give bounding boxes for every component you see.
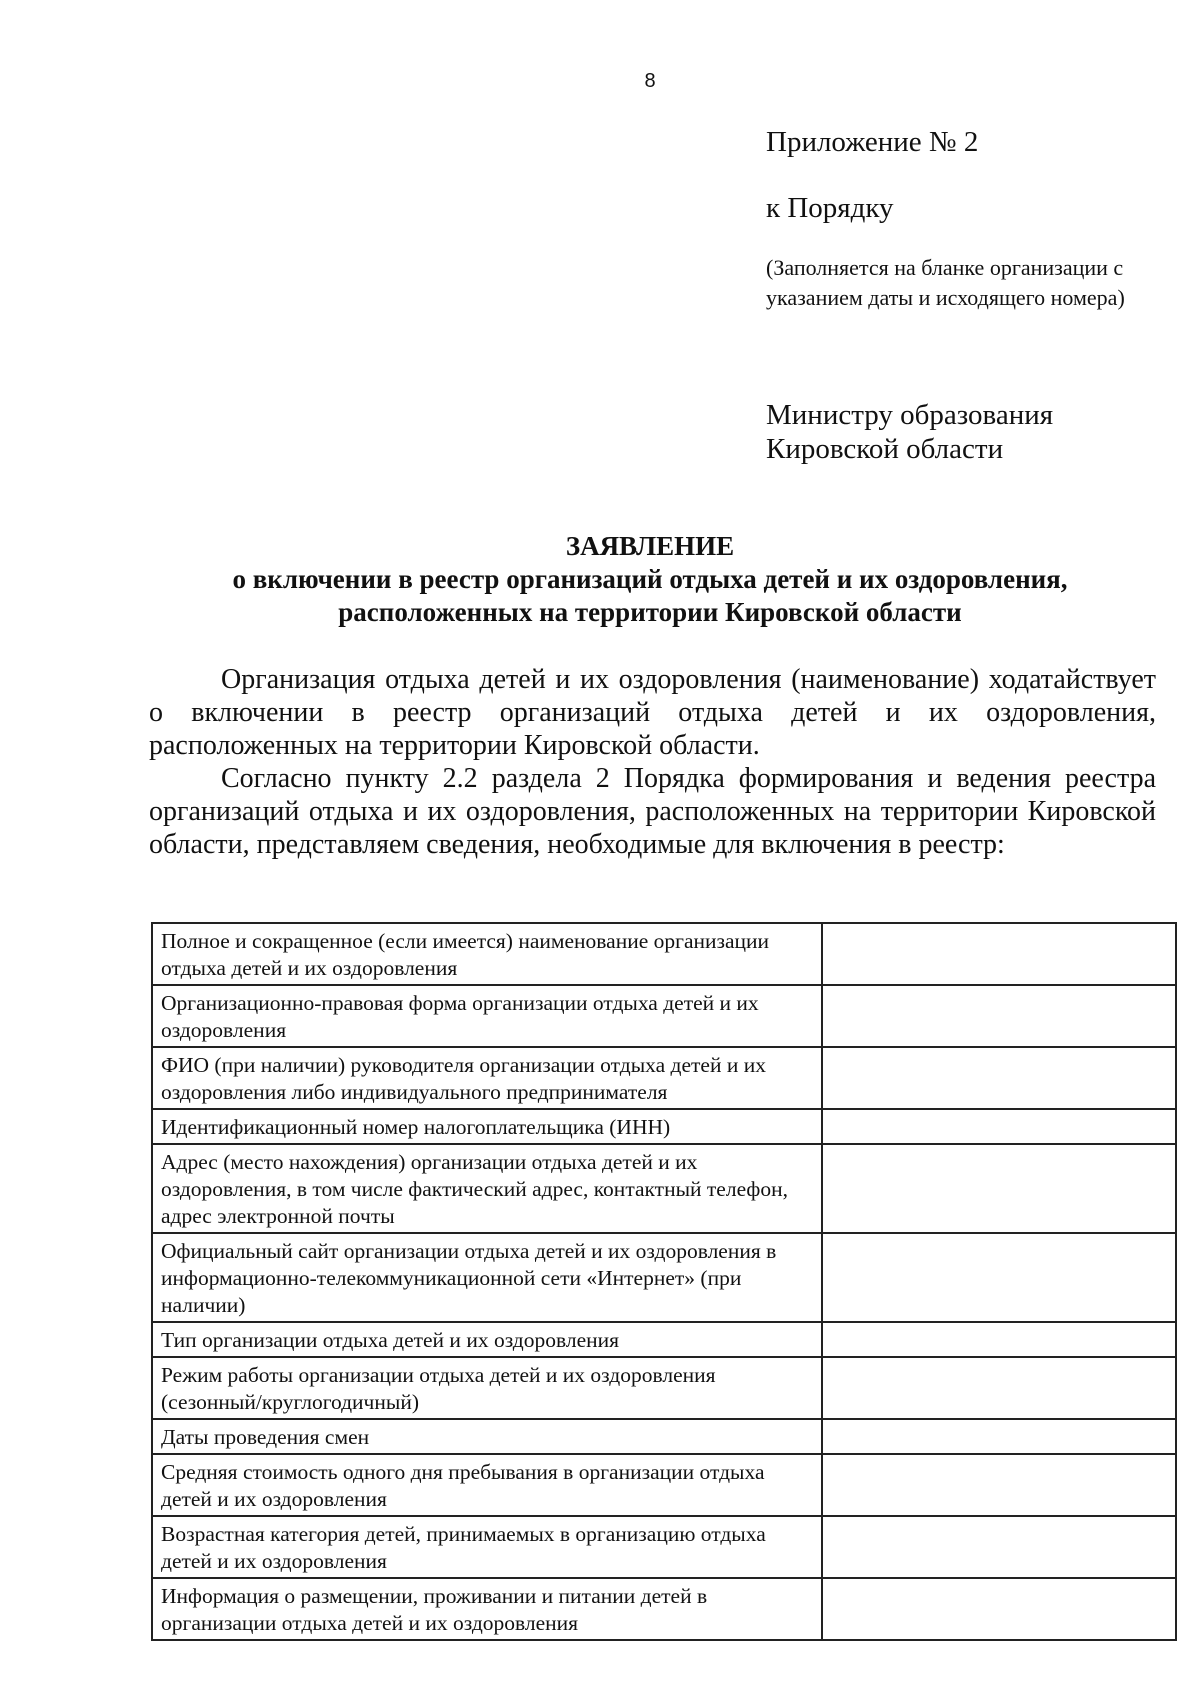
row-value-day-cost — [822, 1454, 1176, 1516]
row-label-full-name: Полное и сокращенное (если имеется) наименование организации отдыха детей и их оздоровления — [152, 923, 822, 985]
row-value-website — [822, 1233, 1176, 1322]
row-value-legal-form — [822, 985, 1176, 1047]
table-row — [152, 1578, 1176, 1640]
row-label-work-mode: Режим работы организации отдыха детей и их оздоровления (сезонный/круглогодичный) — [152, 1357, 822, 1419]
row-label-type: Тип организации отдыха детей и их оздоровления — [152, 1322, 822, 1357]
information-table — [151, 922, 1177, 1641]
row-value-director — [822, 1047, 1176, 1109]
row-label-legal-form: Организационно-правовая форма организации отдыха детей и их оздоровления — [152, 985, 822, 1047]
row-label-shift-dates: Даты проведения смен — [152, 1419, 822, 1454]
document-title: ЗАЯВЛЕНИЕ — [565, 531, 735, 561]
table-row — [152, 1144, 1176, 1233]
row-label-accommodation: Информация о размещении, проживании и питании детей в организации отдыха детей и их оздоровления — [152, 1578, 822, 1640]
appendix-title: Приложение № 2 — [766, 126, 979, 158]
table-row — [152, 923, 1176, 985]
row-value-age-category — [822, 1516, 1176, 1578]
row-value-address — [822, 1144, 1176, 1233]
row-value-type — [822, 1322, 1176, 1357]
row-value-work-mode — [822, 1357, 1176, 1419]
paragraph-basis: Согласно пункту 2.2 раздела 2 Порядка формирования и ведения реестра организаций отдыха и их оздоровления, расположенных на территории Кировской области, представляем сведения, необходимые для включения в реестр: — [149, 763, 1156, 860]
body-text — [149, 663, 1156, 861]
table-row — [152, 1322, 1176, 1357]
table-row — [152, 1419, 1176, 1454]
table-row — [152, 1109, 1176, 1144]
row-label-age-category: Возрастная категория детей, принимаемых в организацию отдыха детей и их оздоровления — [152, 1516, 822, 1578]
row-value-full-name — [822, 923, 1176, 985]
appendix-subtitle: к Порядку — [766, 192, 894, 224]
row-label-website: Официальный сайт организации отдыха детей и их оздоровления в информационно-телекоммуникационной сети «Интернет» (при наличии) — [152, 1233, 822, 1322]
paragraph-request: Организация отдыха детей и их оздоровления (наименование) ходатайствует о включении в реестр организаций отдыха детей и их оздоровления, расположенных на территории Кировской области. — [149, 664, 1156, 761]
addressee: Министру образования Кировской области — [766, 399, 1054, 465]
table-row — [152, 1047, 1176, 1109]
document-subtitle: о включении в реестр организаций отдыха детей и их оздоровления, расположенных на территории Кировской области — [232, 564, 1068, 627]
row-label-inn: Идентификационный номер налогоплательщика (ИНН) — [152, 1109, 822, 1144]
table-row — [152, 1233, 1176, 1322]
row-label-director: ФИО (при наличии) руководителя организации отдыха детей и их оздоровления либо индивидуального предпринимателя — [152, 1047, 822, 1109]
row-label-address: Адрес (место нахождения) организации отдыха детей и их оздоровления, в том числе фактический адрес, контактный телефон, адрес электронной почты — [152, 1144, 822, 1233]
appendix-note: (Заполняется на бланке организации с указанием даты и исходящего номера) — [766, 255, 1125, 310]
page-number: 8 — [644, 70, 656, 92]
table-row — [152, 985, 1176, 1047]
table-row — [152, 1454, 1176, 1516]
row-label-day-cost: Средняя стоимость одного дня пребывания в организации отдыха детей и их оздоровления — [152, 1454, 822, 1516]
table-row — [152, 1516, 1176, 1578]
table-row — [152, 1357, 1176, 1419]
row-value-shift-dates — [822, 1419, 1176, 1454]
row-value-accommodation — [822, 1578, 1176, 1640]
row-value-inn — [822, 1109, 1176, 1144]
